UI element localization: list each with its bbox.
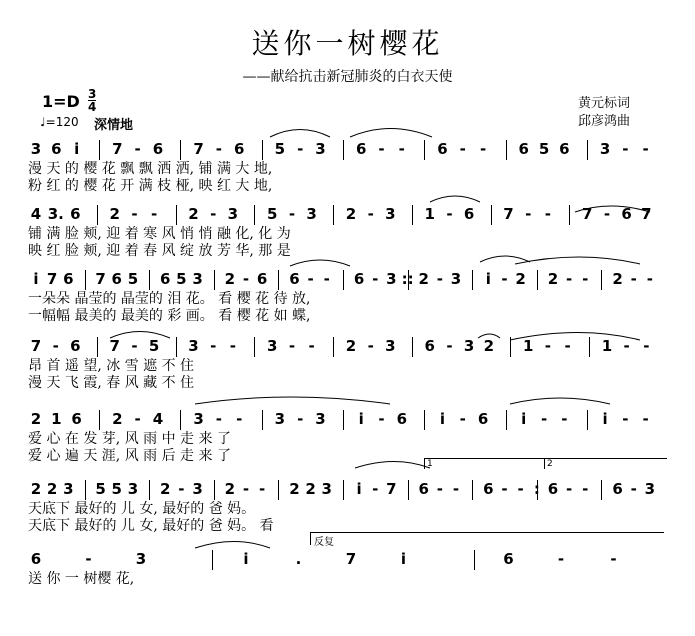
note: 7 (95, 270, 106, 288)
note: 6 (559, 140, 570, 158)
note: - (297, 140, 304, 158)
note: - (544, 337, 551, 355)
note: - (242, 480, 250, 498)
note: - (564, 337, 571, 355)
note: - (215, 410, 222, 428)
note: - (436, 480, 443, 498)
note: - (557, 550, 565, 568)
slur (510, 333, 640, 341)
note: - (259, 480, 266, 498)
note: 6 (111, 270, 122, 288)
note: - (610, 550, 617, 568)
note: 1 (424, 205, 435, 223)
slur (195, 542, 270, 549)
slur (350, 129, 432, 138)
lyric-verse-1: 一朵朵 晶莹的 晶莹的 泪 花。 看 樱 花 待 放, (28, 291, 311, 307)
note: 3 (315, 140, 326, 158)
note: 3. (47, 205, 64, 223)
note: 3 (644, 480, 656, 498)
slur (430, 196, 480, 202)
note: - (367, 205, 374, 223)
note: 3 (267, 337, 278, 355)
slur (575, 206, 650, 212)
song-title: 送你一树樱花 (251, 27, 444, 60)
note: - (131, 337, 138, 355)
note: 6 (424, 337, 435, 355)
note: i (33, 270, 39, 288)
note: 2 (515, 270, 526, 288)
note: 3 (385, 337, 396, 355)
note: 2 (224, 480, 236, 498)
note: 2 (305, 480, 316, 498)
note: - (372, 480, 379, 498)
note: - (459, 140, 466, 158)
time-sig-bottom: 4 (88, 100, 97, 114)
note: 2 (483, 337, 495, 355)
note: - (525, 205, 532, 223)
note: - (540, 410, 548, 428)
note: 6 (160, 270, 171, 288)
slur (480, 256, 530, 262)
note: - (134, 410, 141, 428)
note: - (622, 410, 629, 428)
note: 7 (386, 480, 397, 498)
note: 6 (30, 550, 42, 568)
note: 6 (353, 270, 365, 288)
note: 7 (109, 337, 120, 355)
note: - (561, 410, 568, 428)
note: 2 (30, 480, 42, 498)
note: 3 (192, 270, 203, 288)
note: i (602, 410, 608, 428)
note: - (623, 337, 630, 355)
note: - (85, 550, 92, 568)
note: - (643, 337, 650, 355)
note: 2 (160, 480, 171, 498)
note: - (372, 270, 379, 288)
note: 6 (234, 140, 245, 158)
note: 6 (355, 140, 367, 158)
note: 5 (148, 337, 160, 355)
note: 5 (538, 140, 550, 158)
note: 6 (71, 410, 82, 428)
note: 3 (188, 337, 199, 355)
key-signature: 1=D (42, 92, 80, 111)
note: 2 (289, 480, 300, 498)
note: - (178, 480, 185, 498)
note: - (367, 337, 374, 355)
note: - (378, 410, 385, 428)
note: 7 (112, 140, 123, 158)
note: - (236, 410, 243, 428)
note: 1 (522, 337, 534, 355)
note: - (582, 270, 589, 288)
note: 7 (582, 205, 593, 223)
note: - (229, 337, 236, 355)
slur (515, 257, 640, 264)
note: 3 (135, 550, 147, 568)
note: 1 (601, 337, 613, 355)
note: 6 (612, 480, 623, 498)
note: - (52, 337, 59, 355)
note: - (582, 480, 589, 498)
note: 6 (70, 205, 81, 223)
slur (478, 334, 500, 338)
note: - (215, 140, 222, 158)
slur (195, 397, 390, 404)
note: - (544, 205, 551, 223)
repeat-label: 反复 (314, 537, 334, 548)
note: - (297, 410, 304, 428)
lyric-verse-1: 漫 天 的 樱 花 飘 飘 洒 洒, 铺 满 大 地, (28, 161, 273, 177)
note: 6 (51, 140, 62, 158)
lyric-verse-2: 天底下 最好的 儿 女, 最好的 爸 妈。 看 (28, 518, 274, 534)
note: 6 (437, 140, 448, 158)
expression-marking: 深情地 (94, 118, 134, 133)
note: i (485, 270, 491, 288)
note: - (436, 270, 443, 288)
note: - (288, 205, 296, 223)
note: - (307, 270, 314, 288)
lyric-verse-2: 爱 心 遍 天 涯, 风 雨 后 走 来 了 (28, 448, 231, 464)
note: 6 (477, 410, 489, 428)
repeat-dots: :: (401, 270, 414, 288)
lyric-verse-1: 铺 满 脸 颊, 迎 着 寒 风 悄 悄 融 化, 化 为 (28, 226, 291, 242)
note: 5 (95, 480, 106, 498)
lyric-verse-1: 天底下 最好的 儿 女, 最好的 爸 妈。 (28, 501, 256, 517)
note: - (630, 270, 637, 288)
note: - (378, 140, 385, 158)
note: 3 (315, 410, 326, 428)
lyric-verse-1: 爱 心 在 发 芽, 风 雨 中 走 来 了 (28, 431, 231, 447)
note: - (446, 337, 453, 355)
note: - (630, 480, 637, 498)
note: 2 (112, 410, 123, 428)
note: . (295, 550, 302, 568)
note: - (288, 337, 296, 355)
note: - (501, 480, 508, 498)
note: - (603, 205, 611, 223)
song-subtitle: ——献给抗击新冠肺炎的白衣天使 (242, 69, 453, 85)
note: - (446, 205, 453, 223)
note: 7 (503, 205, 514, 223)
note: 3 (450, 270, 462, 288)
lyric-verse-2: 一幅幅 最美的 最美的 彩 画。 看 樱 花 如 蝶, (28, 308, 311, 324)
note: 7 (193, 140, 204, 158)
note: - (622, 140, 629, 158)
note: 6 (152, 140, 164, 158)
note: 6 (396, 410, 408, 428)
note: - (479, 140, 487, 158)
note: - (517, 480, 524, 498)
note: i (358, 410, 364, 428)
slur (510, 398, 610, 404)
note: 5 (176, 270, 187, 288)
note: 6 (518, 140, 529, 158)
composer-credit: 邱彦鸿曲 (578, 114, 631, 129)
note: 3 (599, 140, 611, 158)
lyricist-credit: 黄元标词 (578, 96, 631, 111)
lyric-verse-2: 粉 红 的 樱 花 开 满 枝 桠, 映 红 大 地, (28, 178, 273, 194)
volta-1-label: 1 (427, 459, 433, 469)
note: 7 (30, 337, 42, 355)
note: 3 (385, 205, 396, 223)
note: - (242, 270, 250, 288)
note: 3 (306, 205, 317, 223)
lyric-verse-1: 昂 首 遥 望, 冰 雪 遮 不 住 (28, 358, 195, 374)
note: 2 (30, 410, 42, 428)
note: - (323, 270, 330, 288)
note: 3 (30, 140, 42, 158)
note: 5 (267, 205, 278, 223)
note: 3 (227, 205, 239, 223)
note: 3 (386, 270, 397, 288)
note: - (565, 480, 573, 498)
note: 2 (418, 270, 429, 288)
note: 6 (418, 480, 429, 498)
note: - (642, 140, 649, 158)
note: - (646, 270, 653, 288)
note: - (452, 480, 460, 498)
note: 5 (111, 480, 122, 498)
note: 4 (30, 205, 42, 223)
note: 2 (547, 270, 559, 288)
note: 2 (188, 205, 199, 223)
note: 2 (224, 270, 236, 288)
note: - (308, 337, 315, 355)
note: - (642, 410, 649, 428)
note: - (134, 140, 141, 158)
note: 7 (641, 205, 652, 223)
note: 2 (345, 205, 357, 223)
note: - (131, 205, 138, 223)
slur (270, 130, 330, 138)
volta-2-label: 2 (547, 459, 553, 469)
note: i (521, 410, 527, 428)
note: 3 (63, 480, 74, 498)
note: 6 (463, 205, 475, 223)
note: 2 (345, 337, 357, 355)
note: - (151, 205, 158, 223)
note: 6 (289, 270, 300, 288)
note: 2 (109, 205, 120, 223)
note: 3 (274, 410, 286, 428)
note: 1 (51, 410, 62, 428)
note: - (565, 270, 573, 288)
note: - (459, 410, 466, 428)
note: 6 (70, 337, 81, 355)
note: 3 (192, 480, 203, 498)
note: 6 (63, 270, 74, 288)
note: - (210, 337, 217, 355)
note: 4 (152, 410, 164, 428)
time-sig-top: 3 (88, 87, 97, 101)
note: 5 (127, 270, 139, 288)
lyric-verse-2: 漫 天 飞 霞, 春 风 藏 不 住 (28, 375, 195, 391)
note: - (398, 140, 405, 158)
note: - (501, 270, 508, 288)
lyric-verse-2: 映 红 脸 颊, 迎 着 春 风 绽 放 芳 华, 那 是 (28, 243, 291, 259)
note: 2 (46, 480, 58, 498)
slur (110, 332, 170, 339)
note: 6 (621, 205, 632, 223)
slur (290, 260, 350, 266)
tempo-marking: ♩=120 (40, 115, 79, 129)
note: 3 (463, 337, 475, 355)
note: 6 (503, 550, 514, 568)
note: - (210, 205, 217, 223)
note: i (243, 550, 249, 568)
note: i (356, 480, 362, 498)
repeat-dots: : (533, 480, 540, 498)
note: 3 (193, 410, 204, 428)
note: 3 (321, 480, 332, 498)
slur (355, 462, 430, 469)
note: 6 (483, 480, 494, 498)
note: 2 (612, 270, 623, 288)
note: 5 (274, 140, 286, 158)
note: 6 (256, 270, 268, 288)
note: 3 (127, 480, 139, 498)
note: i (400, 550, 407, 568)
note: i (439, 410, 446, 428)
note: i (74, 140, 80, 158)
note: 7 (345, 550, 357, 568)
note: 7 (46, 270, 58, 288)
lyric-verse-1: 送 你 一 树樱 花, (28, 571, 135, 587)
note: 6 (547, 480, 559, 498)
